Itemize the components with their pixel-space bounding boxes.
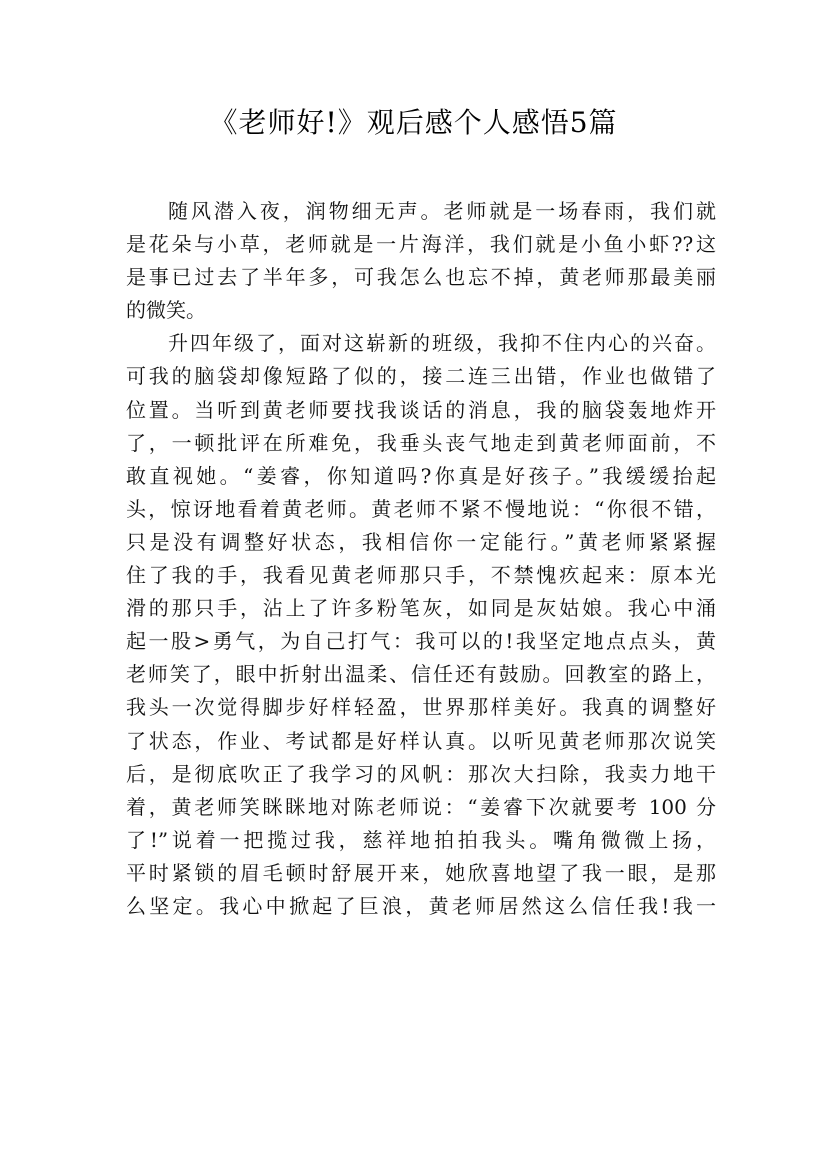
text-line: 起一股>勇气，为自己打气：我可以的!我坚定地点点头，黄 (126, 629, 716, 654)
text-line: 滑的那只手，沾上了许多粉笔灰，如同是灰姑娘。我心中涌 (126, 596, 716, 621)
text-line: 随风潜入夜，润物细无声。老师就是一场春雨，我们就 (168, 199, 716, 223)
text-line: 敢直视她。“姜睿，你知道吗?你真是好孩子。”我缓缓抬起 (126, 463, 716, 488)
text-line: 老师笑了，眼中折射出温柔、信任还有鼓励。回教室的路上， (126, 662, 716, 687)
text-line: 住了我的手，我看见黄老师那只手，不禁愧疚起来：原本光 (126, 563, 716, 588)
text-line: 么坚定。我心中掀起了巨浪，黄老师居然这么信任我!我一 (126, 893, 716, 918)
text-line: 只是没有调整好状态，我相信你一定能行。”黄老师紧紧握 (126, 529, 716, 554)
text-line: 着，黄老师笑眯眯地对陈老师说：“姜睿下次就要考 100 分 (126, 794, 716, 819)
text-line: 我头一次觉得脚步好样轻盈，世界那样美好。我真的调整好 (126, 695, 716, 720)
paragraph (126, 195, 716, 327)
text-line: 了!”说着一把揽过我，慈祥地拍拍我头。嘴角微微上扬， (126, 827, 716, 852)
document-title: 《老师好!》观后感个人感悟5篇 (209, 106, 618, 139)
text-line: 是事已过去了半年多，可我怎么也忘不掉，黄老师那最美丽 (126, 265, 716, 290)
text-line: 了，一顿批评在所难免，我垂头丧气地走到黄老师面前，不 (126, 430, 716, 455)
text-line: 了状态，作业、考试都是好样认真。以听见黄老师那次说笑 (126, 728, 716, 753)
text-line: 是花朵与小草，老师就是一片海洋，我们就是小鱼小虾??这 (126, 232, 716, 257)
text-line: 升四年级了，面对这崭新的班级，我抑不住内心的兴奋。 (168, 331, 716, 356)
paragraph (126, 327, 716, 923)
document-body (126, 195, 716, 923)
text-line: 平时紧锁的眉毛顿时舒展开来，她欣喜地望了我一眼，是那 (126, 860, 716, 885)
text-line: 的微笑。 (126, 298, 206, 323)
text-line: 头，惊讶地看着黄老师。黄老师不紧不慢地说：“你很不错， (126, 496, 716, 521)
text-line: 后，是彻底吹正了我学习的风帆：那次大扫除，我卖力地干 (126, 761, 716, 786)
text-line: 可我的脑袋却像短路了似的，接二连三出错，作业也做错了 (126, 364, 716, 389)
text-line: 位置。当听到黄老师要找我谈话的消息，我的脑袋轰地炸开 (126, 397, 716, 422)
